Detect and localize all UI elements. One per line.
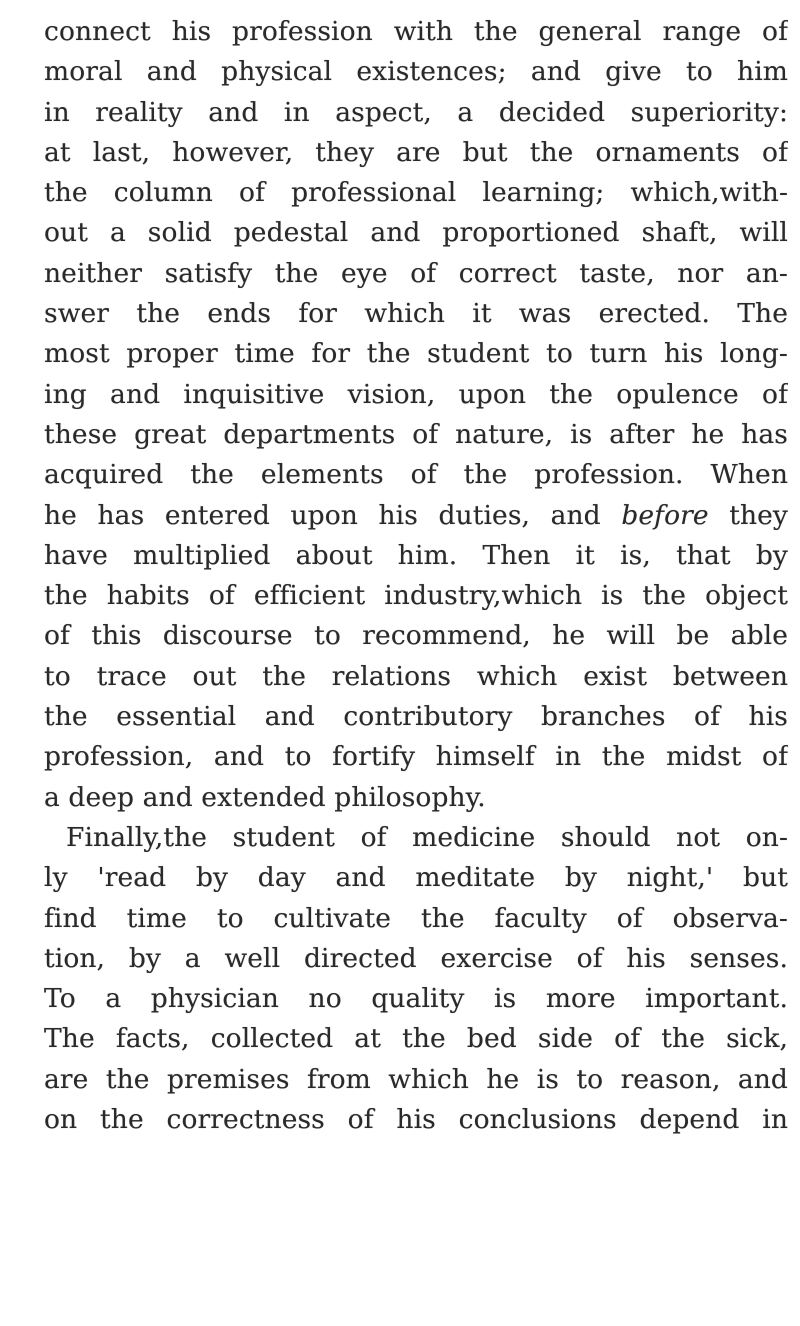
text-line: on the correctness of his conclusions depend in [44, 1104, 788, 1136]
text-line: moral and physical existences; and give to him [44, 56, 788, 88]
text-line: these great departments of nature, is after he has [44, 418, 788, 450]
text-line: ly 'read by day and meditate by night,' but [44, 862, 788, 894]
text-line: connect his profession with the general range of [44, 16, 788, 47]
text-line: neither satisfy the eye of correct taste, nor an- [44, 257, 788, 289]
text-line: acquired the elements of the profession. When [44, 459, 788, 491]
text-line: find time to cultivate the faculty of observa- [44, 902, 788, 934]
text-line: at last, however, they are but the ornaments of [44, 136, 788, 168]
text-line-tail: they [708, 499, 788, 531]
text-line: out a solid pedestal and proportioned shaft, will [44, 217, 788, 249]
text-line-head: he has entered upon his duties, and [44, 499, 601, 531]
text-line: the essential and contributory branches of his [44, 701, 788, 733]
text-line: of this discourse to recommend, he will be able [44, 620, 788, 652]
text-line: The facts, collected at the bed side of the sick, [44, 1023, 788, 1055]
emphasis-word: before [621, 499, 709, 531]
text-line: swer the ends for which it was erected. The [44, 298, 788, 330]
text-line: profession, and to fortify himself in the midst of [44, 741, 788, 773]
text-line: the habits of efficient industry,which is the object [44, 580, 788, 612]
text-line: to trace out the relations which exist between [44, 660, 788, 692]
page-text [44, 12, 788, 1140]
text-line: most proper time for the student to turn his long- [44, 338, 788, 370]
text-line: a deep and extended philosophy. [44, 781, 486, 813]
text-line: have multiplied about him. Then it is, that by [44, 539, 788, 571]
text-line: are the premises from which he is to reason, and [44, 1063, 788, 1095]
text-line [44, 496, 788, 536]
text-line: To a physician no quality is more important. [44, 983, 788, 1015]
text-line: Finally,the student of medicine should not on- [66, 821, 788, 853]
text-line: ing and inquisitive vision, upon the opulence of [44, 378, 788, 410]
text-line: in reality and in aspect, a decided superiority: [44, 96, 788, 128]
text-line: tion, by a well directed exercise of his senses. [44, 942, 788, 974]
text-line: the column of professional learning; which,with- [44, 177, 788, 209]
